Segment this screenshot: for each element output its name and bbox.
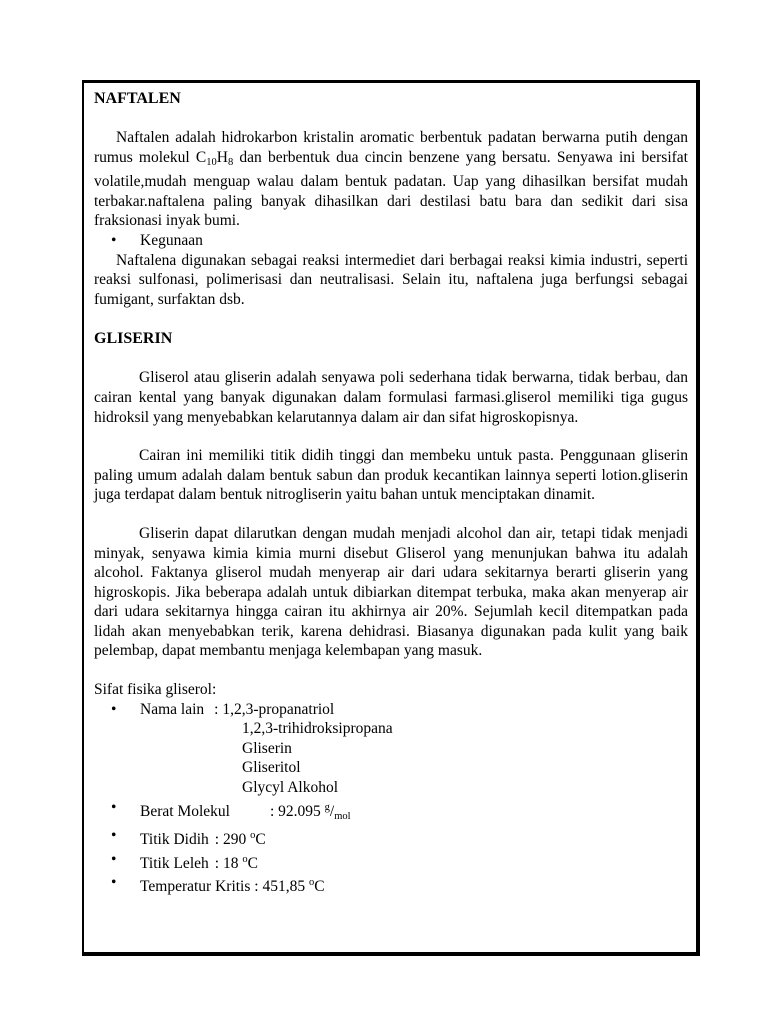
unit: C	[255, 831, 266, 849]
property-label: Nama lain	[140, 700, 205, 718]
gliserin-paragraph-2: Cairan ini memiliki titik didih tinggi dan membeku untuk pasta. Penggunaan gliserin paling umum adalah dalam bentuk sabun dan produk kecantikan lainnya seperti lotion.gliserin juga terdapat dalam bentuk nitrogliserin yaitu bahan untuk menciptakan dinamit.	[94, 447, 688, 504]
property-label: Berat Molekul	[140, 802, 230, 820]
naftalen-text: Naftalen adalah hidrokarbon kristalin aromatic berbentuk padatan berwarna putih dengan rumus molekul	[94, 129, 688, 166]
kegunaan-label: Kegunaan	[140, 231, 203, 249]
naftalen-paragraph-1	[94, 128, 688, 231]
naftalen-text-continued: dan berbentuk dua cincin benzene yang bersatu. Senyawa ini bersifat volatile,mudah menguap walau dalam bentuk padatan. Uap yang dihasilkan bersifat mudah terbakar.naftalena paling banyak dihasilkan dari destilasi batu bara dan sedikit dari sisa fraksionasi inyak bumi.	[94, 148, 688, 230]
list-item	[94, 826, 688, 850]
kegunaan-list	[94, 231, 688, 251]
formula-c-subscript: 10	[206, 156, 217, 168]
list-item	[94, 850, 688, 874]
formula-h: H	[216, 148, 228, 166]
unit-slash: /	[329, 802, 335, 820]
list-item	[94, 798, 688, 827]
unit: C	[247, 854, 258, 872]
property-value: 1,2,3-trihidroksipropana	[242, 720, 393, 738]
property-value: Gliseritol	[242, 759, 301, 777]
property-value: : 1,2,3-propanatriol	[214, 700, 335, 718]
sifat-fisika-list	[94, 700, 688, 897]
gliserin-paragraph-1: Gliserol atau gliserin adalah senyawa poli sederhana tidak berwarna, tidak berbau, dan cairan kental yang banyak digunakan dalam formulasi farmasi.gliserol memiliki tiga gugus hidroksil yang menyebabkan kelarutannya dalam air dan sifat higroskopisnya.	[94, 369, 688, 426]
bullet-icon: •	[111, 798, 117, 816]
naftalen-paragraph-2: Naftalena digunakan sebagai reaksi intermediet dari berbagai reaksi kimia industri, seperti reaksi sulfonasi, polimerisasi dan neutralisasi. Selain itu, naftalena juga berfungsi sebagai fumigant, surfaktan dsb.	[94, 251, 688, 308]
property-value: : 290	[214, 831, 251, 849]
property-value: : 451,85	[250, 878, 309, 896]
property-label: Titik Didih	[140, 831, 209, 849]
property-value: Glycyl Alkohol	[242, 779, 339, 797]
bullet-icon: •	[111, 700, 117, 718]
unit-superscript: g	[324, 801, 330, 813]
list-item	[94, 231, 688, 251]
formula-c: C	[195, 148, 207, 166]
section-title-gliserin: GLISERIN	[94, 330, 173, 348]
degree-superscript: o	[308, 877, 315, 889]
property-value: Gliserin	[242, 739, 292, 757]
formula-h-subscript: 8	[227, 156, 234, 168]
bullet-icon: •	[111, 231, 117, 249]
gliserin-paragraph-3: Gliserin dapat dilarutkan dengan mudah menjadi alcohol dan air, tetapi tidak menjadi minyak, senyawa kimia kimia murni disebut Gliserol yang menunjukan bahwa itu adalah alcohol. Faktanya gliserol mudah menyerap air dari udara sekitarnya berarti gliserin yang higroskopis. Jika beberapa adalah untuk dibiarkan ditempat terbuka, maka akan menyerap air dari udara sekitarnya hingga cairan itu akhirnya air 20%. Sejumlah kecil ditempatkan pada lidah akan menyebabkan terik, karena dehidrasi. Biasanya digunakan pada kulit yang baik pelembap, dapat membantu menjaga kelembapan yang masuk.	[94, 524, 688, 660]
bullet-icon: •	[111, 850, 117, 868]
section-title-naftalen: NAFTALEN	[94, 90, 181, 107]
document-page	[82, 80, 700, 956]
list-item	[94, 700, 688, 720]
unit: C	[314, 878, 325, 896]
list-item	[94, 758, 688, 778]
property-value: : 18	[214, 854, 243, 872]
property-label: Titik Leleh	[140, 854, 209, 872]
bullet-icon: •	[111, 827, 117, 845]
property-value: : 92.095	[269, 802, 325, 820]
property-label: Temperatur Kritis	[140, 878, 251, 896]
bullet-icon: •	[111, 874, 117, 892]
degree-superscript: o	[242, 853, 248, 865]
list-item	[94, 739, 688, 759]
list-item	[94, 778, 688, 798]
sifat-fisika-heading: Sifat fisika gliserol:	[94, 681, 217, 699]
unit-subscript: mol	[334, 810, 351, 822]
list-item	[94, 719, 688, 739]
degree-superscript: o	[250, 830, 256, 842]
list-item	[94, 873, 688, 897]
